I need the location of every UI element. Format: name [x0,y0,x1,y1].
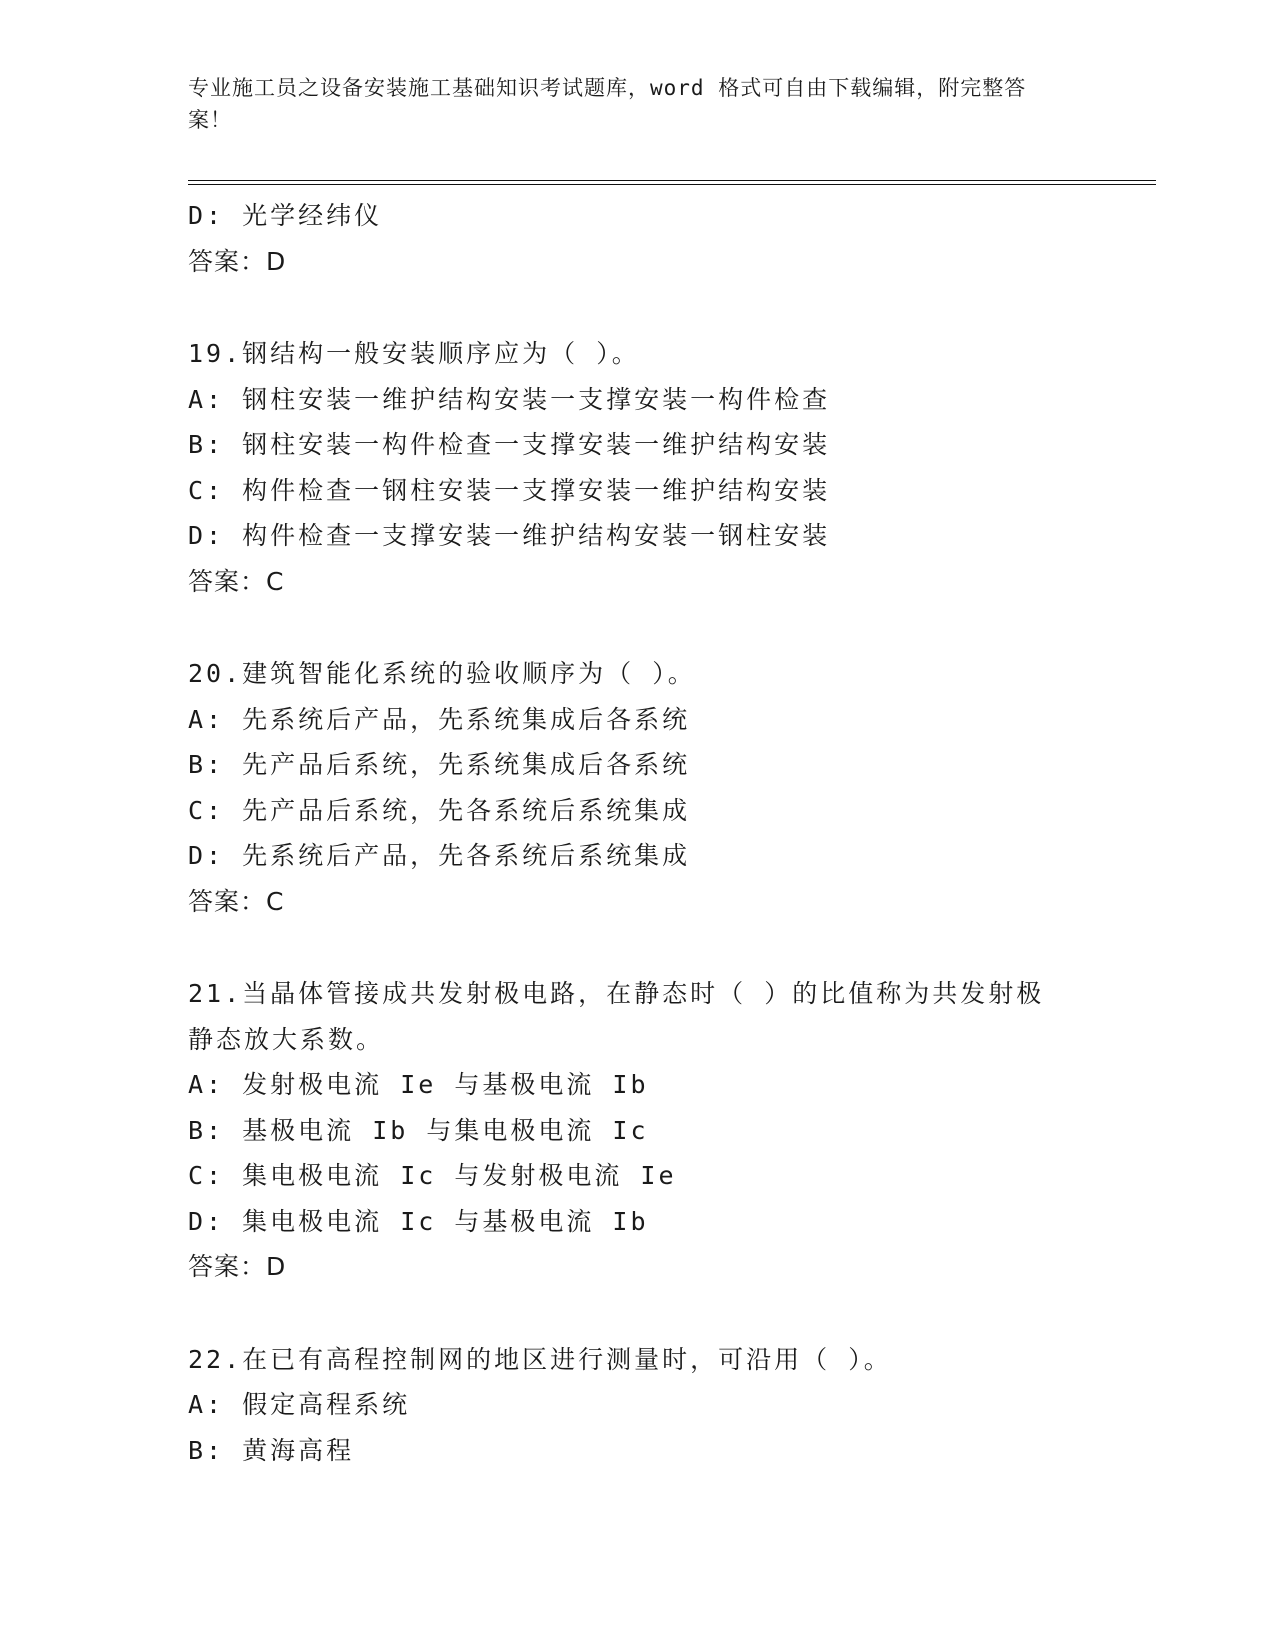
option-d: D: 集电极电流 Ic 与基极电流 Ib [188,1206,649,1236]
document-header: 专业施工员之设备安装施工基础知识考试题库，word 格式可自由下载编辑，附完整答案！ [188,76,1027,132]
document-body [188,193,1088,1473]
option-a: A: 假定高程系统 [188,1390,411,1419]
header-rule-bottom [188,184,1156,185]
spacer [188,924,1088,971]
question-stem-line-1: 21.当晶体管接成共发射极电路，在静态时（ ）的比值称为共发射极 [188,979,1045,1008]
option-a: A: 发射极电流 Ie 与基极电流 Ib [188,1070,649,1099]
answer-line: 答案：C [188,886,285,916]
option-a: A: 钢柱安装一维护结构安装一支撑安装一构件检查 [188,384,831,414]
option-d: D: 光学经纬仪 [188,201,383,230]
spacer [188,1290,1088,1337]
option-c: C: 先产品后系统，先各系统后系统集成 [188,795,691,825]
spacer [188,284,1088,331]
option-c: C: 集电极电流 Ic 与发射极电流 Ie [188,1161,677,1190]
option-b: B: 黄海高程 [188,1435,355,1465]
question-stem: 22.在已有高程控制网的地区进行测量时，可沿用（ ）。 [188,1344,892,1374]
option-d: D: 先系统后产品，先各系统后系统集成 [188,841,691,870]
option-c: C: 构件检查一钢柱安装一支撑安装一维护结构安装 [188,475,831,505]
option-b: B: 基极电流 Ib 与集电极电流 Ic [188,1115,649,1145]
option-a: A: 先系统后产品，先系统集成后各系统 [188,704,691,734]
answer-line: 答案：D [188,1252,287,1281]
answer-line: 答案：C [188,566,285,596]
header-rule-top [188,180,1156,181]
spacer [188,604,1088,651]
option-b: B: 钢柱安装一构件检查一支撑安装一维护结构安装 [188,430,831,459]
question-stem-line-2: 静态放大系数。 [188,1024,385,1054]
question-stem: 20.建筑智能化系统的验收顺序为（ ）。 [188,659,696,688]
option-d: D: 构件检查一支撑安装一维护结构安装一钢柱安装 [188,521,831,550]
answer-line: 答案：D [188,246,287,276]
option-b: B: 先产品后系统，先系统集成后各系统 [188,750,691,779]
question-stem: 19.钢结构一般安装顺序应为（ ）。 [188,339,640,368]
